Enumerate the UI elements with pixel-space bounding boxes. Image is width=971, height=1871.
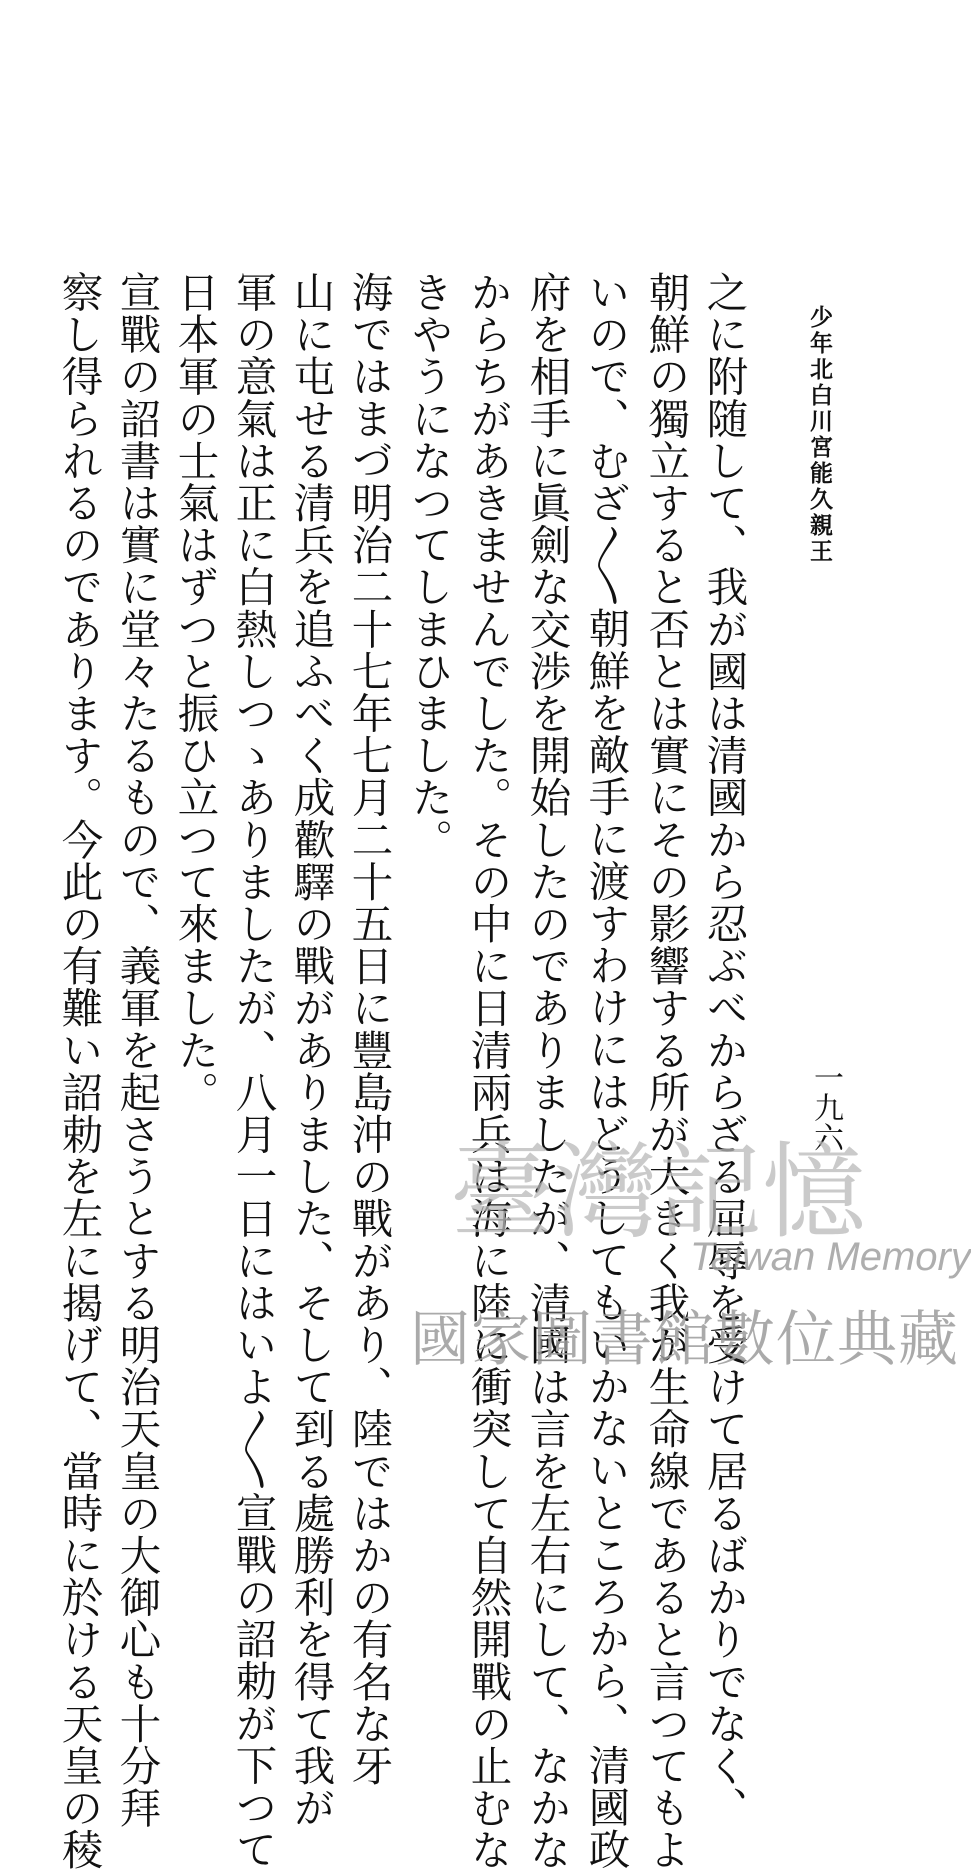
watermark-logo: 臺灣記憶 <box>450 1131 867 1253</box>
page-number: 一九六 <box>808 1062 843 1152</box>
text-line-6: きやうになつてしまひました。 <box>404 271 454 861</box>
text-line-7: 海ではまづ明治二十七年七月二十五日に豐島沖の戰があり、陸ではかの有名な牙 <box>344 271 394 1787</box>
text-line-10: 日本軍の士氣はずつと振ひ立つて來ました。 <box>170 271 220 1113</box>
watermark-english: Taiwan Memory <box>690 1235 971 1279</box>
text-line-9: 軍の意氣は正に白熱しつゝありましたが、八月一日にはいよ〳〵宣戰の詔勅が下つて <box>228 271 278 1871</box>
text-line-5: からちがあきませんでした。その中に日清兩兵は海に陸に衝突して自然開戰の止むな <box>463 271 513 1871</box>
watermark-chinese: 國家圖書館數位典藏 <box>410 1305 959 1375</box>
text-line-12: 察し得られるのであります。今此の有難い詔勅を左に揭げて、當時に於ける天皇の稜 <box>54 271 104 1871</box>
text-line-8: 山に屯せる清兵を追ふべく成歡驛の戰がありました、そして到る處勝利を得て我が <box>286 271 336 1829</box>
text-line-2: 朝鮮の獨立すると否とは實にその影響する所が大きく我が生命線であると言つてもよ <box>641 271 691 1871</box>
text-line-3: いので、むざ〳〵朝鮮を敵手に渡すわけにはどうしてもいかないところから、清國政 <box>581 271 631 1871</box>
text-line-1: 之に附随して、我が國は清國から忍ぶべからざる屈辱を受けて居るばかりでなく、 <box>699 271 749 1829</box>
text-line-11: 宣戰の詔書は實に堂々たるもので、義軍を起さうとする明治天皇の大御心も十分拜 <box>112 271 162 1829</box>
running-header: 少年北白川宮能久親王 <box>806 305 833 565</box>
text-line-4: 府を相手に眞劍な交渉を開始したのでありましたが、清國は言を左右にして、なかな <box>522 271 572 1871</box>
